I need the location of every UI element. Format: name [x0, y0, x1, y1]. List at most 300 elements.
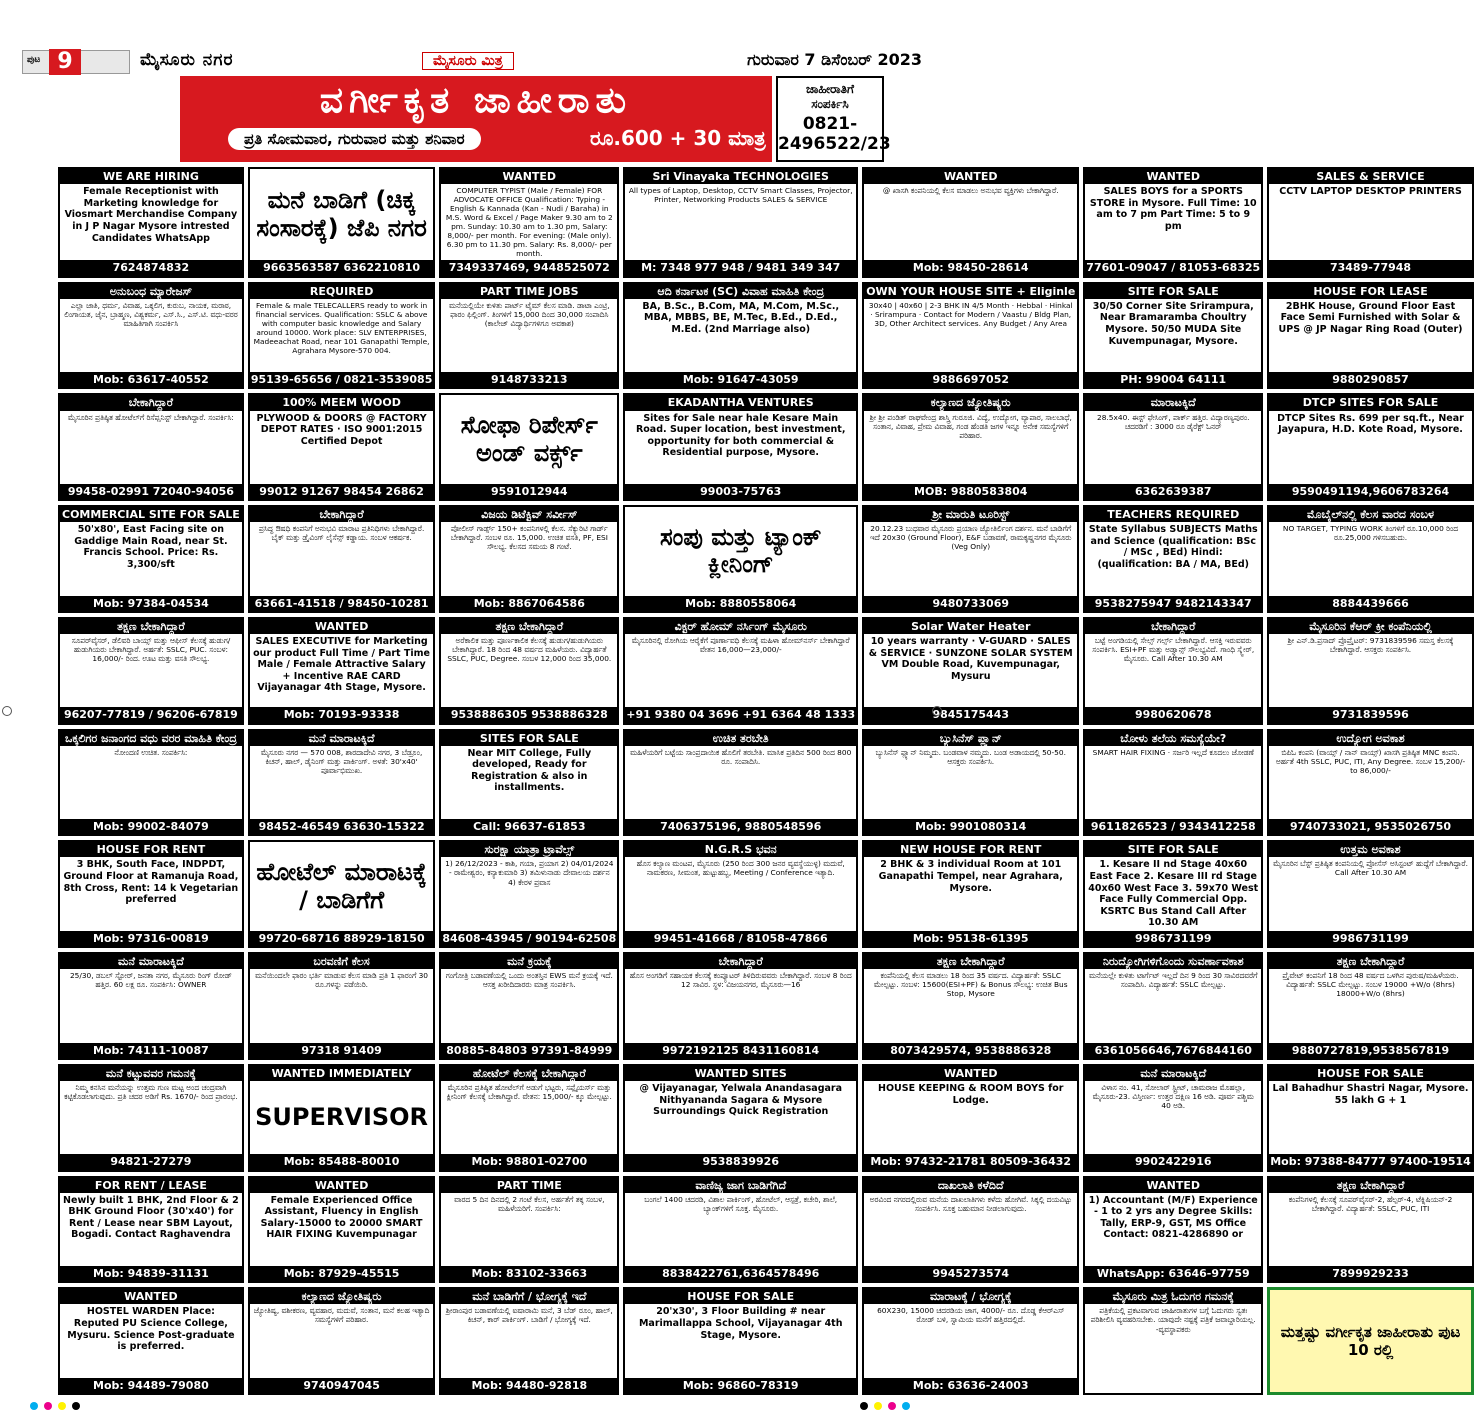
classified-ad — [862, 840, 1079, 948]
classified-ad — [862, 1064, 1079, 1172]
ad-heading: ಸುರಕ್ಷಾ ಯಾತ್ರಾ ಟ್ರಾವೆಲ್ಸ್ — [441, 842, 617, 857]
ad-phone: Mob: 97316-00819 — [60, 931, 242, 946]
ad-phone: 94821-27279 — [60, 1154, 242, 1169]
ad-body: DTCP Sites Rs. 699 per sq.ft., Near Jayapura, H.D. Kote Road, Mysore. — [1277, 412, 1464, 436]
ad-phone: 98452-46549 63630-15322 — [250, 819, 434, 834]
ad-body: 30x40 | 40x60 | 2-3 BHK IN 4/5 Month · Hebbal · Hinkal · Srirampura · Contact for Modern / Vaastu / Bldg Plan, 3D, Other Architect services. Any Budget / Any Area — [868, 300, 1073, 328]
ad-phone: Mob: 94480-92818 — [441, 1378, 617, 1393]
ad-heading: WANTED — [250, 619, 434, 634]
ad-phone: Mob: 87929-45515 — [250, 1266, 434, 1281]
classified-ad — [862, 282, 1079, 390]
ad-body: COMPUTER TYPIST (Male / Female) FOR ADVOCATE OFFICE Qualification: Typing - English & Kannada (Kan - Nudi / Baraha) in M.S. Word & Excel / Page Maker 9.30 am to 2 pm. Sunday: 10.30 am to 1.30 pm, Salary: 8,000/- per month. For evening: (Male only). 6.30 pm to 11.30 pm. Salary: Rs. 8,000/- per month. — [445, 186, 613, 259]
ad-body: ಬ್ಯುಸಿನೆಸ್ ಪ್ಲ್ಯಾನ್ ನಿಮ್ಮದು. ಬಂಡವಾಳ ನಮ್ಮದು. ಬಂಡ ಅಡಾಯದಲ್ಲಿ 50-50. ಆಸಕ್ತರು ಸಂಪರ್ಕಿಸಿ. — [875, 747, 1066, 766]
ad-phone: 97318 91409 — [250, 1043, 434, 1058]
ad-body: ವಿಳಾಸ ನಂ. 41, ಸೋಲಾರ್ ಸ್ಟ್ರೀಟ್, ಚಾಮರಾಜ ಮೊಹಲ್ಲಾ, ಮೈಸೂರು-23. ವಿಸ್ತೀರ್ಣ: ಉತ್ತರ ದಕ್ಷಿಣ 16 ಅಡಿ. ಪೂರ್ವ ಪಶ್ಚಿಮ 40 ಅಡಿ. — [1092, 1083, 1254, 1111]
ad-heading: ಉದ್ಯೋಗ ಅವಕಾಶ — [1269, 731, 1472, 746]
classified-ad — [58, 1176, 244, 1284]
ad-heading: ಉಚಿತ ತರಬೇತಿ — [625, 731, 856, 746]
ad-body: ಪ್ರೈವೇಟ್ ಕಂಪನಿಗೆ 18 ರಿಂದ 48 ವರ್ಷದ ಒಳಗಿನ ಪುರುಷ/ಮಹಿಳೆಯರು. ವಿದ್ಯಾರ್ಹತೆ: SSLC ಮೇಲ್ಪಟ್ಟು. ಸಂಬಳ 19000 +W/o (8hrs) 18000+W/o (8hrs) — [1282, 971, 1459, 999]
ad-phone: 95139-65656 / 0821-3539085 — [250, 373, 433, 387]
ad-phone: 8838422761,6364578496 — [625, 1266, 856, 1281]
masthead-logo: ಮೈಸೂರು ಮಿತ್ರ — [422, 52, 514, 70]
ad-body: ಬಂಗಲೆ 1400 ಚದರಡಿ, ವಿಶಾಲ ಪಾರ್ಕಿಂಗ್, ಹೋಟೆಲ್, ಆಸ್ಪತ್ರೆ, ಕಚೇರಿ, ಶಾಲೆ, ಬ್ಯಾಂಕ್‌ಗಳಿಗೆ ಸೂಕ್ತ. ಮೈಸೂರು. — [644, 1194, 838, 1213]
classified-ad — [1083, 1064, 1263, 1172]
ad-phone: 73489-77948 — [1269, 260, 1472, 275]
ad-phone: 9880727819,9538567819 — [1269, 1043, 1472, 1058]
classified-ad — [248, 282, 436, 390]
ad-body: 2 BHK & 3 individual Room at 101 Ganapathi Tempel, near Agrahara, Mysore. — [878, 859, 1063, 894]
ad-body: SALES EXECUTIVE for Marketing our product Full Time / Part Time Male / Female Attractive Salary + Incentive RAE CARD Vijayanagar 4th Stage, Mysore. — [253, 635, 430, 694]
ad-body: ಮನೆಯಲ್ಲೇ ಕುಳಿತು ಟಾರ್ಗೆಟ್ ಇಲ್ಲದೆ ದಿನ 9 ರಿಂದ 30 ಸಾವಿರದವರೆಗೆ ಸಂಪಾದಿಸಿ. ವಿದ್ಯಾರ್ಹತೆ: SSLC ಮೇಲ್ಪಟ್ಟು. — [1088, 971, 1258, 990]
ad-phone: 9986731199 — [1269, 931, 1472, 946]
ad-heading: ಶ್ರೀ ಮಾರುತಿ ಟೂರಿಸ್ಟ್ — [864, 507, 1077, 522]
ad-phone: 9902422916 — [1085, 1154, 1261, 1169]
ad-body: Female Receptionist with Marketing knowledge for Viosmart Merchandise Company in J P Nagar Mysore intrested Candidates WhatsApp — [64, 186, 238, 244]
registration-dot — [888, 1402, 896, 1410]
ad-heading: ತಕ್ಷಣ ಬೇಕಾಗಿದ್ದಾರೆ — [441, 619, 617, 634]
ad-heading: ಮೈಸೂರು ಮಿತ್ರ ಓದುಗರ ಗಮನಕ್ಕೆ — [1085, 1289, 1261, 1304]
ad-phone: 99003-75763 — [625, 484, 856, 499]
ad-body: ಸೂಪರ್‌ವೈಸರ್, ಡೆಲಿವರಿ ಬಾಯ್ಸ್ ಮತ್ತು ಆಫೀಸ್ ಕೆಲಸಕ್ಕೆ ಹುಡುಗ/ಹುಡುಗಿಯರು ಬೇಕಾಗಿದ್ದಾರೆ. ಅರ್ಹತೆ: SSLC, PUC. ಸಂಬಳ: 16,000/- ರಿಂದ. ಊಟ ಮತ್ತು ವಸತಿ ಸೌಲಭ್ಯ. — [71, 635, 231, 664]
ad-body: @ ಖಾಸಗಿ ಕಂಪನಿಯಲ್ಲಿ ಕೆಲಸ ಮಾಡಲು ಅನುಭವ ವ್ಯಕ್ತಿಗಳು ಬೇಕಾಗಿದ್ದಾರೆ. — [882, 186, 1059, 196]
ad-body: ಮೈಸೂರಿನ ಬೆಸ್ಟ್ ಪ್ರತಿಷ್ಠಿತ ಕಂಪನಿಯಲ್ಲಿ ಪ್ರೋಸೆಸ್ ಅಸಿಸ್ಟಂಟ್ ಹುದ್ದೆಗೆ ಬೇಕಾಗಿದ್ದಾರೆ. Call After 10.30 AM — [1273, 859, 1468, 878]
ad-heading: OWN YOUR HOUSE SITE + Eliginle — [866, 284, 1076, 298]
classified-ad — [439, 282, 619, 390]
classified-ad — [248, 167, 436, 278]
ad-heading: SALES & SERVICE — [1269, 169, 1472, 184]
classified-ad — [623, 167, 858, 278]
classified-ad — [248, 1064, 436, 1172]
ad-heading: TEACHERS REQUIRED — [1085, 507, 1261, 522]
classified-ad — [1083, 952, 1263, 1060]
ad-phone: 9480733069 — [864, 596, 1077, 611]
page-number-box — [22, 50, 130, 74]
ad-phone: 7624874832 — [60, 260, 242, 275]
ad-phone: Mob: 95138-61395 — [864, 931, 1077, 946]
registration-target-icon — [2, 706, 12, 716]
ad-body: BA, B.Sc., B.Com, MA, M.Com, M.Sc., MBA, MBBS, BE, M.Tec, B.Ed., D.Ed., M.Ed. (2nd Marriage also) — [642, 300, 840, 335]
ad-phone: 63661-41518 / 98450-10281 — [250, 596, 434, 611]
ad-phone: Mob: 98450-28614 — [864, 260, 1077, 275]
ad-heading: Solar Water Heater — [864, 619, 1077, 634]
classified-ad — [1083, 505, 1263, 613]
ad-heading: ಬೇಕಾಗಿದ್ದಾರೆ — [250, 507, 434, 522]
classified-ad — [862, 167, 1079, 278]
ad-body: ಸಂಪು ಮತ್ತು ಟ್ಯಾಂಕ್ ಕ್ಲೀನಿಂಗ್ — [659, 522, 822, 579]
classified-ad — [58, 505, 244, 613]
ad-body: State Syllabus SUBJECTS Maths and Science (qualification: BSc / MSc , BEd) Hindi: (qualification: BA / MA, BEd) — [1088, 524, 1258, 570]
ad-phone: 99720-68716 88929-18150 — [250, 931, 434, 946]
ad-heading: WANTED — [864, 169, 1077, 184]
classified-ad — [1267, 1176, 1474, 1284]
ad-phone: Mob: 91647-43059 — [625, 372, 856, 387]
classified-ad — [58, 840, 244, 948]
classified-ad — [1267, 617, 1474, 725]
registration-dot — [902, 1402, 910, 1410]
ad-body: ಅರವಿಂದ ನಗರದಲ್ಲಿರುವ ಮನೆಯ ದಾಖಲಾತಿಗಳು ಕಳೆದು ಹೋಗಿವೆ. ಸಿಕ್ಕಲ್ಲಿ ದಯವಿಟ್ಟು ಸಂಪರ್ಕಿಸಿ. ಸೂಕ್ತ ಬಹುಮಾನ ನೀಡಲಾಗುವುದು. — [869, 1194, 1072, 1213]
banner-schedule: ಪ್ರತಿ ಸೋಮವಾರ, ಗುರುವಾರ ಮತ್ತು ಶನಿವಾರ — [228, 128, 481, 150]
ad-heading: DTCP SITES FOR SALE — [1269, 395, 1472, 410]
ad-body: ಬಟ್ಟೆ ಅಂಗಡಿಯಲ್ಲಿ ಸೇಲ್ಸ್ ಗರ್ಲ್ಸ್ ಬೇಕಾಗಿದ್ದಾರೆ. ಆಸಕ್ತಿ ಇರುವವರು ಸಂಪರ್ಕಿಸಿ. ESI+PF ಮತ್ತು ಅಡ್ವಾನ್ಸ್ ಸೌಲಭ್ಯವಿದೆ. ಗಾಂಧಿ ಸ್ಕ್ವೇರ್, ಮೈಸೂರು. Call After 10.30 AM — [1092, 635, 1255, 664]
classified-ad — [439, 617, 619, 725]
registration-dot — [72, 1402, 80, 1410]
classified-ad — [439, 952, 619, 1060]
ad-body: ಮನೆ ಬಾಡಿಗೆ (ಚಿಕ್ಕ ಸಂಸಾರಕ್ಕೆ) ಜೆಪಿ ನಗರ — [256, 186, 427, 242]
ad-body: ಗಂಗೋತ್ರಿ ಬಡಾವಣೆಯಲ್ಲಿ ಒಂದು ಅಂತಸ್ತಿನ EWS ಮನೆ ಕ್ರಯಕ್ಕೆ ಇದೆ. ಆಸಕ್ತ ಖರೀದಿದಾರರು ಮಾತ್ರ ಸಂಪರ್ಕಿಸಿ. — [445, 971, 613, 990]
ad-phone: 9972192125 8431160814 — [625, 1043, 856, 1058]
ad-phone: M: 7348 977 948 / 9481 349 347 — [625, 260, 856, 275]
classified-ad — [439, 1176, 619, 1284]
ad-phone: 8884439666 — [1269, 596, 1472, 611]
ad-phone: 9663563587 6362210810 — [250, 260, 434, 275]
ad-body: 1) 26/12/2023 - ಕಾಶಿ, ಗಯಾ, ಪ್ರಯಾಗ 2) 04/01/2024 - ರಾಮೇಶ್ವರಂ, ಕನ್ಯಾಕುಮಾರಿ 3) ತಮಿಳುನಾಡು ದೇವಾಲಯ ದರ್ಶನ 4) ಕೇರಳ ಪ್ರವಾಸ — [445, 859, 614, 887]
ad-heading: ಅನುಬಂಧ ಮ್ಯಾರೇಜಸ್ — [60, 284, 242, 299]
ad-body: ಪತ್ರಿಕೆಯಲ್ಲಿ ಪ್ರಕಟವಾಗುವ ಜಾಹೀರಾತುಗಳ ಬಗ್ಗೆ ಓದುಗರು ಸ್ವತಃ ಪರಿಶೀಲಿಸಿ ವ್ಯವಹರಿಸಬೇಕು. ಯಾವುದೇ ನಷ್ಟಕ್ಕೆ ಪತ್ರಿಕೆ ಜವಾಬ್ದಾರಿಯಲ್ಲ. -ವ್ಯವಸ್ಥಾಪಕರು — [1090, 1306, 1256, 1334]
ad-phone: Mob: 8880558064 — [625, 596, 856, 611]
classified-ad — [1267, 505, 1474, 613]
ad-phone: Call: 96637-61853 — [441, 819, 617, 834]
ad-heading: HOUSE FOR SALE — [1269, 1066, 1472, 1081]
classified-ad — [1083, 282, 1263, 390]
ad-body: 3 BHK, South Face, INDPDT, Ground Floor at Ramanuja Road, 8th Cross, Rent: 14 k Vegetarian preferred — [63, 859, 239, 906]
classified-ad — [439, 840, 619, 948]
classified-ad — [439, 505, 619, 613]
ad-phone: Mob: 63636-24003 — [864, 1378, 1077, 1393]
ad-phone: 9740947045 — [250, 1378, 434, 1393]
classified-ad — [248, 729, 436, 837]
classified-ad — [862, 729, 1079, 837]
ad-heading: SITES FOR SALE — [441, 731, 617, 746]
ad-heading: WANTED — [250, 1178, 434, 1193]
ad-heading: Sri Vinayaka TECHNOLOGIES — [625, 169, 856, 184]
ad-phone: 9538839926 — [625, 1154, 856, 1169]
classified-ad — [1083, 167, 1263, 278]
ad-body: PLYWOOD & DOORS @ FACTORY DEPOT RATES · ISO 9001:2015 Certified Depot — [256, 412, 427, 447]
ad-heading: ಬೇಕಾಗಿದ್ದಾರೆ — [60, 395, 242, 410]
page-header — [22, 50, 922, 76]
ad-heading: WANTED — [60, 1289, 242, 1304]
classified-ad — [862, 505, 1079, 613]
classified-ad — [1267, 1064, 1474, 1172]
classified-ad — [248, 952, 436, 1060]
classified-ad — [623, 393, 858, 501]
classified-ad — [1083, 1176, 1263, 1284]
ad-heading: ಮಾರಾಟಕ್ಕೆ / ಭೋಗ್ಯಕ್ಕೆ — [864, 1289, 1077, 1304]
banner-price: ರೂ.600 + 30 ಮಾತ್ರ — [590, 126, 766, 150]
ad-phone: MOB: 9880583804 — [864, 484, 1077, 499]
section-city: ಮೈಸೂರು ನಗರ — [140, 50, 234, 70]
ad-heading: WANTED — [1085, 169, 1261, 184]
ad-heading: ತಕ್ಷಣ ಬೇಕಾಗಿದ್ದಾರೆ — [1269, 954, 1472, 969]
ad-body: @ Vijayanagar, Yelwala Anandasagara Nithyananda Sagara & Mysore Surroundings Quick Registration — [639, 1083, 842, 1118]
classified-ad — [439, 167, 619, 278]
classified-ad — [1083, 617, 1263, 725]
classifieds-banner — [180, 76, 772, 162]
ad-phone: 9611826523 / 9343412258 — [1085, 819, 1261, 834]
ad-heading: NEW HOUSE FOR RENT — [864, 842, 1077, 857]
classified-ad — [58, 1064, 244, 1172]
classified-ad — [58, 952, 244, 1060]
ad-heading: ಮೊಬೈಲ್‌ನಲ್ಲಿ ಕೆಲಸ ವಾರದ ಸಂಬಳ — [1269, 507, 1472, 522]
ad-body: 20.12.23 ಬುಧವಾರ ಮೈಸೂರು ಪ್ರಯಾಣ ಜ್ಯೋತಿರ್ಲಿಂಗ ದರ್ಶನ. ಮನೆ ಬಾಡಿಗೆಗೆ ಇದೆ 20x30 (Ground Floor), E&F ಬಡಾವಣೆ, ರಾಮಕೃಷ್ಣನಗರ ಮೈಸೂರು (Veg Only) — [870, 524, 1072, 552]
classified-ad — [58, 1287, 244, 1395]
ad-body: 2BHK House, Ground Floor East Face Semi Furnished with Solar & UPS @ JP Nagar Ring Road (Outer) — [1278, 300, 1463, 335]
ad-phone: 9980620678 — [1085, 707, 1261, 722]
ad-heading: ಕಲ್ಯಾಣದ ಜ್ಯೋತಿಷ್ಯರು — [250, 1289, 434, 1304]
classified-ad — [439, 1287, 619, 1395]
classified-ad — [58, 729, 244, 837]
ad-phone: 7899929233 — [1269, 1266, 1472, 1281]
ad-phone: 9880290857 — [1269, 372, 1472, 387]
page-label: ಪುಟ — [27, 55, 41, 65]
print-registration-marks — [0, 1402, 945, 1412]
ad-body: ಮೈಸೂರಿನ ಪ್ರತಿಷ್ಠಿತ ಹೋಟೆಲ್‌ಗೆ ರಿಸೆಪ್ಷನಿಸ್ಟ್ ಬೇಕಾಗಿದ್ದಾರೆ. ಸಂಪರ್ಕಿಸಿ: — [67, 412, 234, 422]
ad-body: ಮೈಸೂರು ನಗರ — 570 008, ಶಾರದಾದೇವಿ ನಗರ, 3 ಬೆಡ್ರೂಂ, ಕಿಚನ್, ಹಾಲ್, ಡೈನಿಂಗ್ ಮತ್ತು ಪಾರ್ಕಿಂಗ್. ಅಳತೆ: 30'x40' ಪೂರ್ವಾಭಿಮುಖ. — [260, 747, 423, 775]
ad-body: ಮಹಿಳೆಯರಿಗೆ ಬಟ್ಟೆಯ ಸಾಂಪ್ರದಾಯಿಕ ಹೊಲಿಗೆ ತರಬೇತಿ. ಮಾಸಿಕ ಪ್ರತಿದಿನ 500 ರಿಂದ 800 ರೂ. ಸಂಪಾದಿಸಿ. — [630, 747, 852, 766]
ad-phone: 7406375196, 9880548596 — [625, 819, 856, 834]
ad-body: ಶ್ರೀ ಶ್ರೀ ಪಂಡಿತ್ ರಾಘವೇಂದ್ರ ಶಾಸ್ತ್ರಿ ಗುರೂಜಿ. ವಿದ್ಯೆ, ಉದ್ಯೋಗ, ವ್ಯಾಪಾರ, ಸಾಲಬಾಧೆ, ಸಂತಾನ, ವಿವಾಹ, ಪ್ರೇಮ ವಿವಾಹ, ಗಂಡ ಹೆಂಡತಿ ಜಗಳ ಇನ್ನೂ ಅನೇಕ ಸಮಸ್ಯೆಗಳಿಗೆ ಪರಿಹಾರ. — [869, 412, 1072, 440]
classified-ad — [58, 393, 244, 501]
ad-body: Near MIT College, Fully developed, Ready for Registration & also in installments. — [467, 747, 592, 794]
ad-body: ಮೈಸೂರಿನಲ್ಲಿ ರೋಗಿಯ ಆರೈಕೆಗೆ ಪೂರ್ಣಾವಧಿ ಕೆಲಸಕ್ಕೆ ಮಹಿಳಾ ಹೋಮ್‌ನರ್ಸ್ ಬೇಕಾಗಿದ್ದಾರೆ ವೇತನ 16,000—23,000/- — [631, 635, 850, 655]
contact-line-1: ಜಾಹೀರಾತಿಗೆ — [806, 82, 854, 96]
contact-phone: 0821-2496522/23 — [778, 114, 891, 154]
ad-phone: 77601-09047 / 81053-68325 — [1086, 261, 1261, 275]
ad-body: 50'x80', East Facing site on Gaddige Main Road, near St. Francis School. Price: Rs. 3,300/sft — [74, 524, 228, 570]
ad-heading: ತಕ್ಷಣ ಬೇಕಾಗಿದ್ದಾರೆ — [60, 619, 242, 634]
ad-body: 1. Kesare II nd Stage 40x60 East Face 2. Kesare III rd Stage 40x60 West Face 3. 59x70 West Face Fully Commercial Opp. KSRTC Bus Stand Call After 10.30 AM — [1088, 859, 1259, 929]
ad-heading: WANTED IMMEDIATELY — [250, 1066, 434, 1081]
ad-phone: Mob: 74111-10087 — [60, 1043, 242, 1058]
ad-body: Sites for Sale near hale Kesare Main Road. Super location, best investment, opportunity for both commercial & Residential purpose, Mysore. — [635, 412, 846, 459]
classified-ad — [623, 617, 858, 725]
ad-body: ಎಲ್ಲಾ ಜಾತಿ, ಧರ್ಮ, ವಿವಾಹ, ಒಕ್ಕಲಿಗ, ಕುರುಬ, ನಾಯಕ, ಮರಾಠ, ಲಿಂಗಾಯತ, ಜೈನ, ಬ್ರಾಹ್ಮಣ, ವಿಶ್ವಕರ್ಮ, ಎಸ್.ಸಿ., ಎಸ್.ಟಿ. ವಧು-ವರರ ಮಾಹಿತಿಗಾಗಿ ಸಂಪರ್ಕಿಸಿ — [64, 300, 238, 328]
ad-phone: PH: 99004 64111 — [1085, 372, 1261, 387]
classified-ad — [439, 1064, 619, 1172]
ad-body: 28.5x40. ಈಸ್ಟ್ ಫೇಸಿಂಗ್, ಪಾರ್ಕ್ ಹತ್ತಿರ. ವಿದ್ಯಾರಣ್ಯಪುರಂ. ಚದರಡಿಗೆ : 3000 ರೂ ಡೈರೆಕ್ಟ್ ಓನರ್ — [1097, 412, 1250, 431]
ad-body: ಮನೆಯಿಂದಲೇ ಫಾರಂ ಭರ್ತಿ ಮಾಡುವ ಕೆಲಸ ಮಾಡಿ ಪ್ರತಿ 1 ಫಾರಂಗೆ 30 ರೂ.ಗಳನ್ನು ಪಡೆಯಿರಿ. — [255, 971, 428, 990]
classified-ad — [623, 1064, 858, 1172]
ad-body: SUPERVISOR — [255, 1102, 429, 1131]
classified-ad — [1267, 729, 1474, 837]
classified-ad — [1267, 167, 1474, 278]
ad-body: ಪೋಲೀಸ್ ಗಾರ್ಡ್ಸ್ 150+ ಕಂಪನಿಗಳಲ್ಲಿ ಕೆಲಸ. ಸೆಕ್ಯುರಿಟಿ ಗಾರ್ಡ್ ಬೇಕಾಗಿದ್ದಾರೆ. ಸಂಬಳ ರೂ. 15,000. ಉಚಿತ ವಸತಿ, PF, ESI ಸೌಲಭ್ಯ. ಕೆಲಸದ ಸಮಯ 8 ಗಂಟೆ. — [450, 524, 608, 552]
page-number: 9 — [49, 49, 81, 75]
ad-heading: ತಕ್ಷಣ ಬೇಕಾಗಿದ್ದಾರೆ — [864, 954, 1077, 969]
ad-body: ಪ್ರಸಿದ್ಧ ಔಷಧಿ ಕಂಪನಿಗೆ ಅನುಭವಿ ಮಾರಾಟ ಪ್ರತಿನಿಧಿಗಳು ಬೇಕಾಗಿದ್ದಾರೆ. ಬೈಕ್ ಮತ್ತು ಡ್ರೈವಿಂಗ್ ಲೈಸೆನ್ಸ್ ಕಡ್ಡಾಯ. ಸಂಬಳ ಆಕರ್ಷಕ. — [258, 524, 425, 543]
issue-date: ಗುರುವಾರ 7 ಡಿಸೆಂಬರ್ 2023 — [747, 50, 922, 69]
ad-body: HOSTEL WARDEN Place: Reputed PU Science College, Mysuru. Science Post-graduate is preferred. — [67, 1306, 235, 1353]
ad-heading: ಕಲ್ಯಾಣದ ಜ್ಯೋತಿಷ್ಯರು — [864, 395, 1077, 410]
classified-ad — [623, 840, 858, 948]
ad-body: ಜ್ಯೋತಿಷ್ಯ, ವಶೀಕರಣ, ವ್ಯವಹಾರ, ಮದುವೆ, ಸಂತಾನ, ಮನೆ ಕಲಹ ಇತ್ಯಾದಿ ಸಮಸ್ಯೆಗಳಿಗೆ ಪರಿಹಾರ. — [253, 1306, 430, 1325]
ad-phone: 80885-84803 97391-84999 — [441, 1043, 617, 1058]
ad-phone: Mob: 99002-84079 — [60, 819, 242, 834]
ad-phone: 7349337469, 9448525072 — [441, 260, 617, 275]
registration-dot — [30, 1402, 38, 1410]
ad-heading: ವಿಜಯ ಡಿಟೆಕ್ಟಿವ್ ಸರ್ವೀಸ್ — [441, 507, 617, 522]
ad-phone: 84608-43945 / 90194-62508 — [442, 931, 617, 945]
ad-body: Female & male TELECALLERS ready to work in financial services. Qualification: SSLC & above with computer basic knowledge and Salary around 10000. Work place: SLV ENTERPRISES, Madeeachat Road, near 101 Ganapathi Temple, Agrahara Mysore-570 004. — [253, 300, 430, 355]
ad-body: ಮೈಸೂರಿನ ಪ್ರತಿಷ್ಠಿತ ಹೋಟೆಲ್‌ಗೆ ಅಡುಗೆ ಭಟ್ಟರು, ಸಪ್ಲೈಯರ್ಸ್ ಮತ್ತು ಕ್ಲೀನಿಂಗ್ ಕೆಲಸಕ್ಕೆ ಬೇಕಾಗಿದ್ದಾರೆ. ವೇತನ: 15,000/- ಕ್ಕೂ ಮೇಲ್ಪಟ್ಟು. — [446, 1083, 612, 1102]
ad-heading: ಮನೆ ಕಟ್ಟುವವರ ಗಮನಕ್ಕೆ — [60, 1066, 242, 1081]
ad-heading: PART TIME — [441, 1178, 617, 1193]
ad-heading: ಆದಿ ಕರ್ನಾಟಕ (SC) ವಿವಾಹ ಮಾಹಿತಿ ಕೇಂದ್ರ — [625, 284, 856, 299]
ad-heading: WANTED — [1085, 1178, 1261, 1193]
ad-body: ಮನೆಯಲ್ಲಿಯೇ ಕುಳಿತು ಪಾರ್ಟ್ ಟೈಮ್ ಕೆಲಸ ಮಾಡಿ. ಡಾಟಾ ಎಂಟ್ರಿ, ಫಾರಂ ಫಿಲ್ಲಿಂಗ್. ತಿಂಗಳಿಗೆ 15,000 ದಿಂದ 30,000 ಸಂಪಾದಿಸಿ (ಕಾಲೇಜ್ ವಿದ್ಯಾರ್ಥಿಗಳಿಗೂ ಅವಕಾಶ) — [448, 300, 610, 328]
classified-ad — [1083, 729, 1263, 837]
registration-target-icon — [932, 706, 942, 716]
ad-heading: ವಾಣಿಜ್ಯ ಜಾಗ ಬಾಡಿಗೆಗಿದೆ — [625, 1178, 856, 1193]
ad-phone: Mob: 8867064586 — [441, 596, 617, 611]
classified-ads-grid — [58, 167, 1471, 1395]
ad-phone: 9731839596 — [1269, 707, 1472, 722]
ad-phone: 9538275947 9482143347 — [1085, 596, 1261, 611]
contact-line-2: ಸಂಪರ್ಕಿಸಿ — [811, 97, 849, 111]
classified-ad — [623, 1287, 858, 1395]
registration-dot — [58, 1402, 66, 1410]
ad-heading: FOR RENT / LEASE — [60, 1178, 242, 1193]
ad-heading: ಬ್ಯುಸಿನೆಸ್ ಪ್ಲ್ಯಾನ್ — [864, 731, 1077, 746]
ad-body: ಕಂಪೆನಿಗಳಲ್ಲಿ ಕೆಲಸಕ್ಕೆ ಸೂಪರ್‌ವೈಸರ್-2, ಹೆಲ್ಪರ್-4, ಟೆಕ್ನಿಷಿಯನ್-2 ಬೇಕಾಗಿದ್ದಾರೆ. ವಿದ್ಯಾರ್ಹತೆ: SSLC, PUC, ITI — [1288, 1194, 1453, 1213]
banner-title: ವರ್ಗೀಕೃತ ಜಾಹೀರಾತು — [319, 80, 633, 121]
ad-body: ಸೋಫಾ ರಿಪೇರ್ಸ್ ಅಂಡ್ ವರ್ಕ್ಸ್ — [460, 411, 598, 467]
classified-ad — [248, 840, 436, 948]
ad-body: ಅರೆಕಾಲಿಕ ಮತ್ತು ಪೂರ್ಣಕಾಲಿಕ ಕೆಲಸಕ್ಕೆ ಹುಡುಗ/ಹುಡುಗಿಯರು ಬೇಕಾಗಿದ್ದಾರೆ. 18 ರಿಂದ 48 ವರ್ಷದ ಮಹಿಳೆಯರು. ವಿದ್ಯಾರ್ಹತೆ SSLC, PUC, Degree. ಸಂಬಳ 12,000 ರಿಂದ 35,000. — [447, 635, 612, 664]
ad-body: ಶ್ರೀರಾಂಪುರ ಬಡಾವಣೆಯಲ್ಲಿ ಐಷಾರಾಮಿ ಮನೆ, 3 ಬೆಡ್ ರೂಂ, ಹಾಲ್, ಕಿಚನ್, ಕಾರ್ ಪಾರ್ಕಿಂಗ್. ಬಾಡಿಗೆ / ಭೋಗ್ಯಕ್ಕೆ ಇದೆ. — [445, 1306, 613, 1325]
classified-ad — [58, 282, 244, 390]
ad-body: 1) Accountant (M/F) Experience - 1 to 2 yrs any Degree Skills: Tally, ERP-9, GST, MS Office Contact: 0821-4286890 or — [1088, 1194, 1258, 1241]
classified-ad — [1267, 952, 1474, 1060]
classified-ad — [862, 617, 1079, 725]
classified-ad — [1267, 393, 1474, 501]
ad-heading: ಮೈಸೂರಿನ ಕೆಆರ್ ಕ್ರೀ ಕಂಪೆನಿಯಲ್ಲಿ — [1269, 619, 1472, 634]
classified-ad — [1267, 282, 1474, 390]
ad-heading: SITE FOR SALE — [1085, 284, 1261, 299]
ad-phone: 9945273574 — [864, 1266, 1077, 1281]
ad-phone: Mob: 98801-02700 — [441, 1154, 617, 1169]
classified-ad — [623, 1176, 858, 1284]
registration-dot — [860, 1402, 868, 1410]
ad-body: ಮತ್ತಷ್ಟು ವರ್ಗೀಕೃತ ಜಾಹೀರಾತು ಪುಟ 10 ರಲ್ಲಿ — [1280, 1322, 1461, 1360]
ad-heading: ಮನೆ ಮಾರಾಟಕ್ಕಿದೆ — [60, 954, 242, 969]
ad-phone: 9591012944 — [441, 484, 617, 499]
ad-body: ಶ್ರೀ ಎನ್.ಡಿ.ಪ್ರಸಾದ್ ಪ್ರೊಪ್ರೈಟರ್: 9731839596 ಸಮಸ್ತ ಕೆಲಸಕ್ಕೆ ಬೇಕಾಗಿದ್ದಾರೆ. ಆಸಕ್ತರು ಸಂಪರ್ಕಿಸಿ. — [1287, 635, 1454, 655]
ad-phone: WhatsApp: 63646-97759 — [1085, 1266, 1261, 1281]
ad-body: ನೋಂದಣಿ ಉಚಿತ. ಸಂಪರ್ಕಿಸಿ: — [114, 747, 188, 757]
ad-body: SMART HAIR FIXING · ಸರ್ಜರಿ ಇಲ್ಲದೆ ಕೂದಲು ಜೋಡಣೆ — [1092, 747, 1254, 757]
ad-phone: Mob: 94839-31131 — [60, 1266, 242, 1281]
ad-phone: 99012 91267 98454 26862 — [250, 484, 434, 499]
ad-heading: ದಾಖಲಾತಿ ಕಳೆದಿದೆ — [864, 1178, 1077, 1193]
ad-heading: COMMERCIAL SITE FOR SALE — [62, 508, 240, 522]
ad-body: ಕಂಪೆನಿಯಲ್ಲಿ ಕೆಲಸ ಮಾಡಲು 18 ರಿಂದ 35 ವರ್ಷದ. ವಿದ್ಯಾರ್ಹತೆ: SSLC ಮೇಲ್ಪಟ್ಟು. ಸಂಬಳ: 15600(ESI+PF) & Bonus ಸೌಲಭ್ಯ: ಉಚಿತ Bus Stop, Mysore — [873, 971, 1068, 999]
registration-dot — [44, 1402, 52, 1410]
classified-ad — [58, 617, 244, 725]
ad-body: 30/50 Corner Site Srirampura, Near Bramaramba Choultry Mysore. 50/50 MUDA Site Kuvempunagar, Mysore. — [1092, 300, 1254, 347]
ad-phone: 9986731199 — [1085, 931, 1261, 946]
ad-phone: 9538886305 9538886328 — [441, 707, 617, 722]
ad-heading: ಬೋಳು ತಲೆಯ ಸಮಸ್ಯೆಯೇ? — [1085, 731, 1261, 746]
ad-body: CCTV LAPTOP DESKTOP PRINTERS — [1279, 186, 1462, 198]
ad-phone: Mob: 97432-21781 80509-36432 — [864, 1154, 1077, 1169]
classified-ad — [623, 505, 858, 613]
ad-heading: HOUSE FOR SALE — [625, 1289, 856, 1304]
ad-body: HOUSE KEEPING & ROOM BOYS for Lodge. — [878, 1083, 1064, 1106]
ad-phone: Mob: 96860-78319 — [625, 1378, 856, 1393]
classified-ad — [623, 729, 858, 837]
ad-body: Lal Bahadhur Shastri Nagar, Mysore. 55 lakh G + 1 — [1272, 1083, 1469, 1106]
ad-body: All types of Laptop, Desktop, CCTV Smart Classes, Projector, Printer, Networking Products SALES & SERVICE — [628, 186, 853, 205]
classified-ad — [248, 1287, 436, 1395]
classified-ad — [1083, 393, 1263, 501]
classified-ad — [58, 167, 244, 278]
ad-phone: 9740733021, 9535026750 — [1269, 819, 1472, 834]
ad-heading: ಬರವಣಿಗೆ ಕೆಲಸ — [250, 954, 434, 969]
ad-heading: 100% MEEM WOOD — [250, 395, 434, 410]
ad-body: ಹೋಟೆಲ್ ಮಾರಾಟಕ್ಕೆ / ಬಾಡಿಗೆಗೆ — [256, 857, 427, 914]
ad-heading: PART TIME JOBS — [441, 284, 617, 299]
ad-heading: WANTED — [441, 169, 617, 184]
ad-body: ವಾರದ 5 ದಿನ ದಿನದಲ್ಲಿ 2 ಗಂಟೆ ಕೆಲಸ, ಅರ್ಹತೆಗೆ ತಕ್ಕ ಸಂಬಳ, ಮಹಿಳೆಯರಿಗೆ. ಸಂಪರ್ಕಿಸಿ: — [454, 1194, 605, 1213]
ad-phone: Mob: 97384-04534 — [60, 596, 242, 611]
ad-heading: ಮಾರಾಟಕ್ಕಿದೆ — [1085, 395, 1261, 410]
classified-ad — [248, 1176, 436, 1284]
ad-body: ಬಿಪಿಓ ಕಂಪನಿ (ವಾಯ್ಸ್ / ನಾನ್ ವಾಯ್ಸ್) ಖಾಸಗಿ ಪ್ರತಿಷ್ಠಿತ MNC ಕಂಪನಿ. ಅರ್ಹತೆ 4th SSLC, PUC, ITI, Any Degree. ಸಂಬಳ 15,200/- to 86,000/- — [1275, 747, 1466, 775]
classified-ad — [248, 505, 436, 613]
classified-ad — [1083, 840, 1263, 948]
registration-dot — [874, 1402, 882, 1410]
ad-heading: WANTED SITES — [625, 1066, 856, 1081]
ad-heading: ಹೋಟೆಲ್ ಕೆಲಸಕ್ಕೆ ಬೇಕಾಗಿದ್ದಾರೆ — [441, 1066, 617, 1081]
ad-body: ಹೊಸ ಕಲ್ಯಾಣ ಮಂಟಪ, ಮೈಸೂರು (250 ರಿಂದ 300 ಜನರ ವ್ಯವಸ್ಥೆಯುಳ್ಳ) ಮದುವೆ, ನಾಮಕರಣ, ಸೀಮಂತ, ಹುಟ್ಟುಹಬ್ಬ, Meeting / Conference ಇತ್ಯಾದಿ. — [636, 859, 845, 878]
ad-body: 60X230, 15000 ಚದರಡಿಯ ಜಾಗ, 4000/- ರೂ. ದೊಡ್ಡ ಕೆಆರ್‌ಎಸ್ ರೋಡ್ ಬಳಿ, ಸ್ವಾಮಿಯ ಮನೆಗೆ ಹತ್ತಿರದಲ್ಲಿದೆ. — [877, 1306, 1065, 1325]
classified-ad — [862, 952, 1079, 1060]
ad-heading: ಬೇಕಾಗಿದ್ದಾರೆ — [625, 954, 856, 969]
ad-phone: 96207-77819 / 96206-67819 — [60, 707, 242, 722]
ad-heading: ಮನೆ ಬಾಡಿಗೆಗೆ / ಭೋಗ್ಯಕ್ಕೆ ಇದೆ — [441, 1289, 617, 1304]
ad-body: SALES BOYS for a SPORTS STORE in Mysore. Full Time: 10 am to 7 pm Part Time: 5 to 9 pm — [1089, 186, 1257, 232]
classified-ad — [439, 393, 619, 501]
contact-box — [776, 76, 891, 162]
classified-ad — [623, 952, 858, 1060]
ad-phone: Mob: 63617-40552 — [60, 372, 242, 387]
ad-phone: 9148733213 — [441, 372, 617, 387]
ad-phone: 99458-02991 72040-94056 — [60, 484, 242, 499]
ad-phone: 9590491194,9606783264 — [1269, 484, 1472, 499]
ad-body: 25/30, ಡಬಲ್ ಸ್ಟೋರ್, ಜನತಾ ನಗರ, ಮೈಸೂರು ರಿಂಗ್ ರೋಡ್ ಹತ್ತಿರ. 60 ಲಕ್ಷ ರೂ. ಸಂಪರ್ಕಿಸಿ: OWNER — [69, 971, 232, 990]
ad-heading: WE ARE HIRING — [60, 169, 242, 184]
classified-ad — [248, 617, 436, 725]
classified-ad — [862, 393, 1079, 501]
ad-heading: SITE FOR SALE — [1085, 842, 1261, 857]
classified-ad — [439, 729, 619, 837]
ad-heading: REQUIRED — [250, 284, 434, 299]
ad-heading: ಮನೆ ಮಾರಾಟಕ್ಕಿದೆ — [1085, 1066, 1261, 1081]
ad-heading: ಉತ್ತಮ ಅವಕಾಶ — [1269, 842, 1472, 857]
ad-heading: WANTED — [864, 1066, 1077, 1081]
ad-phone: 6362639387 — [1085, 484, 1261, 499]
ad-body: 20'x30', 3 Floor Building # near Marimallappa School, Vijayanagar 4th Stage, Mysore. — [638, 1306, 843, 1341]
ad-heading: ತಕ್ಷಣ ಬೇಕಾಗಿದ್ದಾರೆ — [1269, 1178, 1472, 1193]
ad-body: NO TARGET, TYPING WORK ತಿಂಗಳಿಗೆ ರೂ.10,000 ರಿಂದ ರೂ.25,000 ಗಳಿಸಬಹುದು. — [1282, 524, 1459, 543]
ad-phone: 6361056646,7676844160 — [1085, 1043, 1261, 1058]
ad-heading: ನಿರುದ್ಯೋಗಿಗಳಿಗೊಂದು ಸುವರ್ಣಾವಕಾಶ — [1085, 954, 1261, 969]
ad-phone: 9886697052 — [864, 372, 1077, 387]
ad-heading: N.G.R.S ಭವನ — [625, 842, 856, 857]
ad-phone: 8073429574, 9538886328 — [864, 1043, 1077, 1058]
ad-heading: ಬೇಕಾಗಿದ್ದಾರೆ — [1085, 619, 1261, 634]
